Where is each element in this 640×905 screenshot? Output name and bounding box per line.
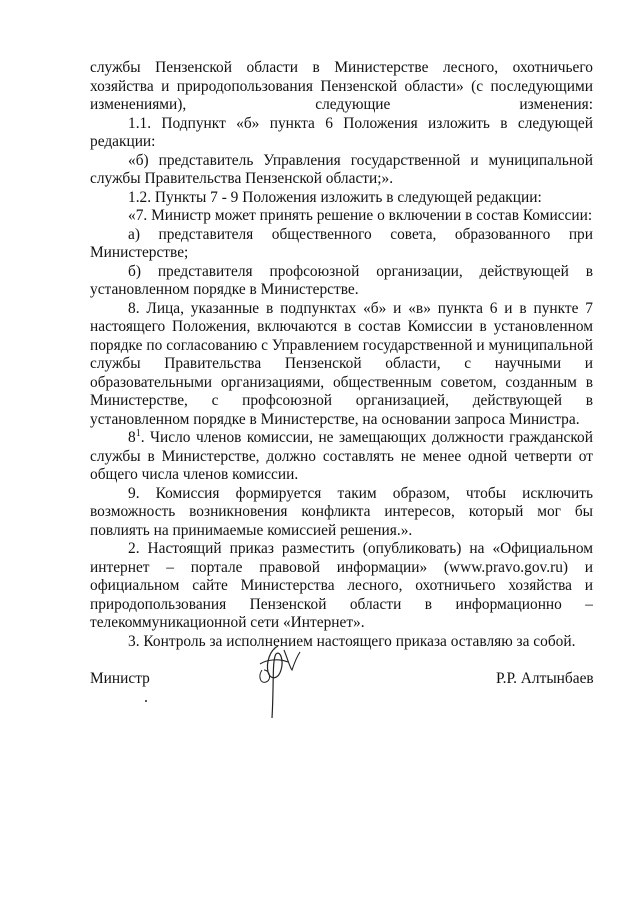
paragraph-8-1-number: 8 xyxy=(128,429,136,446)
signatory-title: Министр xyxy=(90,670,150,687)
paragraph-7-b: б) представителя профсоюзной организации, действующей в установленном порядке в Министерстве. xyxy=(90,262,593,298)
signature-icon xyxy=(248,640,306,720)
paragraph-7: «7. Министр может принять решение о включении в состав Комиссии: xyxy=(128,207,593,224)
paragraph-2: 2. Настоящий приказ разместить (опубликовать) на «Официальном интернет – портале правовой информации» (www.pravo.gov.ru) и официальном сайте Министерства лесного, охотничьего хозяйства и природопользования Пензенской области в информационно – телекоммуникационной сети «Интернет». xyxy=(90,540,593,631)
paragraph-1-2: 1.2. Пункты 7 - 9 Положения изложить в следующей редакции: xyxy=(128,188,542,206)
paragraph-intro: службы Пензенской области в Министерстве лесного, охотничьего хозяйства и природопользования Пензенской области» (с последующими изменениями), следующие изменения: xyxy=(90,59,593,113)
signatory-name: Р.Р. Алтынбаев xyxy=(496,670,594,687)
paragraph-b-representative: «б) представитель Управления государственной и муниципальной службы Правительства Пензенской области;». xyxy=(90,151,593,187)
paragraph-9: 9. Комиссия формируется таким образом, чтобы исключить возможность возникновения конфликта интересов, который мог бы повлиять на принимаемые комиссией решения.». xyxy=(90,484,593,539)
paragraph-8-1-text: . Число членов комиссии, не замещающих должности гражданской службы в Министерстве, должно составлять не менее одной четверти от общего числа членов комиссии. xyxy=(90,429,593,483)
stray-mark xyxy=(145,700,147,702)
paragraph-8-1-superscript: 1 xyxy=(135,427,141,439)
paragraph-1-1: 1.1. Подпункт «б» пункта 6 Положения изложить в следующей редакции: xyxy=(90,114,593,150)
paragraph-8: 8. Лица, указанные в подпунктах «б» и «в» пункта 6 и в пункте 7 настоящего Положения, включаются в состав Комиссии в установленном порядке по согласованию с Управлением государственной и муниципальной службы Правительства Пензенской области, с научными и образовательными организациями, общественным советом, созданным в Министерстве, с профсоюзной организацией, действующей в установленном порядке в Министерстве, на основании запроса Министра. xyxy=(90,299,593,428)
paragraph-7-a: а) представителя общественного совета, образованного при Министерстве; xyxy=(90,225,593,261)
paragraph-8-1 xyxy=(90,429,593,485)
document-body xyxy=(90,59,593,651)
paragraph-3: 3. Контроль за исполнением настоящего приказа оставляю за собой. xyxy=(128,632,576,650)
